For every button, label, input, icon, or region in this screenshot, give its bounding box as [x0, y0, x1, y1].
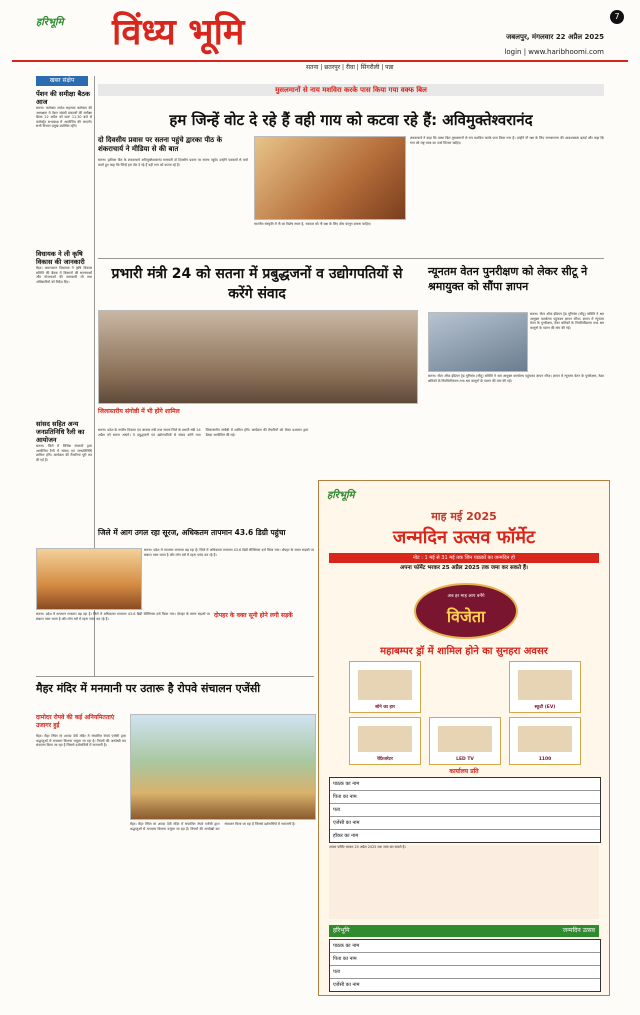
edition-list: सतना | छतरपुर | रीवा | सिंगरौली | पन्ना	[306, 64, 394, 71]
prize-tv	[429, 717, 501, 765]
form2-field-reader-name[interactable]: पाठक का नाम	[330, 940, 600, 953]
scooter-icon	[518, 670, 572, 700]
form-field-agency[interactable]: एजेंसी का नाम	[330, 817, 600, 830]
meeting-photo	[98, 310, 418, 404]
prize-label: 1100	[538, 757, 552, 762]
ropeway-photo	[130, 714, 316, 820]
form-field-hawker[interactable]: हॉकर का नाम	[333, 833, 359, 839]
lead-kicker: मुसलमानों से नाय मशविरा करके पास किया गया वक्फ बिल	[98, 84, 604, 96]
section-rule	[98, 258, 604, 259]
form2-title: जन्मदिन उत्सव	[562, 927, 595, 934]
story3-body: सतना। सेंटर ऑफ इंडियन ट्रेड यूनियंस (सीटू) समिति ने श्रम आयुक्त कार्यालय पहुंचकर ज्ञापन सौंपा। ज्ञापन में न्यूनतम वेतन के पुनरीक्षण, ठेका श्रमिकों के नियमितीकरण तथा श्रम कानूनों के पालन की मांग की गई।	[530, 312, 604, 330]
form2-field-agency[interactable]: एजेंसी का नाम	[333, 982, 360, 988]
prize-label: रेफ्रिजरेटर	[377, 757, 393, 762]
sidebar-label: खबर संक्षेप	[36, 76, 88, 86]
union-photo	[428, 312, 528, 372]
ad-draw-line: महाबम्पर ड्रॉ में शामिल होने का सुनहरा अवसर	[380, 646, 548, 657]
prize-label: सोने का हार	[375, 705, 395, 710]
sidebar-item-body: मैहर। अमरपाटन विधायक ने कृषि विकास समिति की बैठक में किसानों की समस्याओं और योजनाओं की जानकारी ली तथा अधिकारियों को निर्देश दिए।	[36, 266, 92, 284]
lead-subhead: दो दिवसीय प्रवास पर सतना पहुंचे द्वारका पीठ के शंकराचार्य ने मीडिया से की बात	[98, 136, 222, 153]
heat-photo	[36, 548, 142, 610]
sidebar-item-title: विधायक ने ली कृषि विकास की जानकारी	[36, 250, 85, 266]
form2-field-father-name[interactable]: पिता का नाम	[330, 953, 600, 966]
form-office-label: कार्यालय प्रति	[449, 768, 479, 775]
form-field-address[interactable]: पता	[330, 804, 600, 817]
lead-body-continued: शंकराचार्य ने कहा कि वक्फ बिल मुसलमानों से राय मशविरा करके पास किया गया है। उन्होंने गौ रक्षा के लिए जनजागरण की आवश्यकता बताई और कहा कि गाय को राष्ट्र माता का दर्जा मिलना चाहिए।	[410, 136, 604, 145]
newspaper-title: विंध्य भूमि	[112, 11, 245, 53]
sidebar-item-body: सतना। कलेक्टर राजेश सहायक कलेक्टर की अध्यक्षता में पेंशन संबंधी प्रकरणों की समीक्षा बैठक 22 अप्रैल को प्रातः 11.30 बजे से कलेक्ट्रेट सभाकक्ष में आयोजित की जाएगी। सभी विभाग प्रमुख उपस्थित रहेंगे।	[36, 106, 92, 129]
form-field-reader-name[interactable]: पाठक का नाम	[330, 778, 600, 791]
sidebar-item-title: सांसद सहित अन्य जनप्रतिनिधि रैली का आयोजन	[36, 420, 85, 444]
form2-header	[329, 925, 599, 937]
sidebar-item	[36, 250, 92, 396]
sidebar-item	[36, 90, 92, 246]
story5-headline: मैहर मंदिर में मनमानी पर उतारू है रोपवे संचालन एजेंसी	[36, 682, 261, 695]
ad-terms: अपना फॉर्मेट भरकर 25 अप्रैल 2025 तक जमा कर सकते हैं।	[329, 845, 599, 919]
story4-headline: जिले में आग उगल रहा सूरज, अधिकतम तापमान 43.6 डिग्री पहुंचा	[98, 528, 286, 537]
tv-icon	[438, 726, 492, 752]
winner-badge-tagline: अब हर माह आप बनेंगे	[447, 594, 485, 599]
ad-title: जन्मदिन उत्सव फॉर्मेट	[392, 527, 536, 548]
winner-badge-title: विजेता	[446, 607, 486, 626]
ad-brand-logo: हरिभूमि	[327, 490, 355, 501]
brand-logo: हरिभूमि	[36, 17, 64, 28]
winner-badge	[414, 583, 518, 639]
gift-icon	[518, 726, 572, 752]
story2-headline: प्रभारी मंत्री 24 को सतना में प्रबुद्धजनों व उद्योगपतियों से करेंगे संवाद	[111, 266, 403, 302]
ad-month: माह मई 2025	[431, 510, 497, 523]
form2-field-address[interactable]: पता	[330, 966, 600, 979]
prize-scooty	[509, 661, 581, 713]
sidebar-item-title: पेंशन की समीक्षा बैठक आज	[36, 90, 90, 106]
ad-deadline: अपना फॉर्मेट भरकर 25 अप्रैल 2025 तक जमा कर सकते हैं।	[400, 565, 528, 571]
birthday-ad	[318, 480, 610, 996]
prize-label: स्कूटी (EV)	[534, 705, 556, 710]
prize-label: LED TV	[456, 757, 474, 762]
form2-brand: हरिभूमि	[333, 927, 350, 934]
prize-necklace	[349, 661, 421, 713]
website-link[interactable]: login | www.haribhoomi.com	[504, 48, 604, 56]
sidebar-item	[36, 420, 92, 644]
story4-subhead: दोपहर के वक्त सूनी होने लगी सड़कें	[214, 612, 293, 619]
masthead-divider	[12, 60, 628, 62]
story2-body: सतना। प्रदेश के नगरीय विकास एवं आवास मंत्री तथा सतना जिले के प्रभारी मंत्री 24 अप्रैल को सतना आएंगे। वे प्रबुद्धजनों एवं उद्योगपतियों से संवाद करेंगे तथा जिलास्तरीय संगोष्ठी में शामिल होंगे। कार्यक्रम की तैयारियों को लेकर प्रशासन द्वारा बैठक आयोजित की गई।	[98, 428, 309, 437]
ad-note: नोट : 1 मई से 31 मई तक जिन पाठकों का जन्मदिन हो	[329, 553, 599, 563]
sidebar-item-body: सतना। जिले में विभिन्न संगठनों द्वारा आयोजित रैली में सांसद एवं जनप्रतिनिधि शामिल होंगे। कार्यक्रम की तैयारियां पूरी कर ली गई हैं।	[36, 444, 92, 462]
story4-body: सतना। प्रदेश में तापमान लगातार बढ़ रहा है। जिले में अधिकतम तापमान 43.6 डिग्री सेल्सियस दर्ज किया गया। दोपहर के समय सड़कों पर सन्नाटा पसर जाता है और लोग घरों में रहना पसंद कर रहे हैं।	[144, 548, 314, 557]
story5-subhead: दामोदर रोपवे की कई अनियमितताएं उजागर हुईं	[36, 714, 115, 729]
form-field-father-name[interactable]: पिता का नाम	[330, 791, 600, 804]
story3-headline: न्यूनतम वेतन पुनरीक्षण को लेकर सीटू ने श्रमायुक्त को सौंपा ज्ञापन	[428, 265, 588, 293]
fridge-icon	[358, 726, 412, 752]
story3-body-continued: सतना। सेंटर ऑफ इंडियन ट्रेड यूनियंस (सीटू) समिति ने श्रम आयुक्त कार्यालय पहुंचकर ज्ञापन सौंपा। ज्ञापन में न्यूनतम वेतन के पुनरीक्षण, ठेका श्रमिकों के नियमितीकरण तथा श्रम कानूनों के पालन की मांग की गई।	[428, 374, 604, 383]
issue-date: जबलपुर, मंगलवार 22 अप्रैल 2025	[506, 33, 604, 41]
story5-body: मैहर। मैहर स्थित मां शारदा देवी मंदिर में संचालित रोपवे एजेंसी द्वारा श्रद्धालुओं से मनमाना किराया वसूला जा रहा है। नियमों की अनदेखी कर संचालन किया जा रहा है जिससे दर्शनार्थियों में नाराजगी है।	[36, 734, 126, 748]
prize-fridge	[349, 717, 421, 765]
prize-cash	[509, 717, 581, 765]
story2-subhead: जिलास्तरीय संगोष्ठी में भी होंगे शामिल	[98, 408, 180, 415]
section-rule	[36, 676, 314, 677]
story5-body-continued: मैहर। मैहर स्थित मां शारदा देवी मंदिर में संचालित रोपवे एजेंसी द्वारा श्रद्धालुओं से मनमाना किराया वसूला जा रहा है। नियमों की अनदेखी कर संचालन किया जा रहा है जिससे दर्शनार्थियों में नाराजगी है।	[130, 822, 296, 831]
story4-body-continued: सतना। प्रदेश में तापमान लगातार बढ़ रहा है। जिले में अधिकतम तापमान 43.6 डिग्री सेल्सियस दर्ज किया गया। दोपहर के समय सड़कों पर सन्नाटा पसर जाता है और लोग घरों में रहना पसंद कर रहे हैं।	[36, 612, 210, 621]
photo-caption: भारतीय संस्कृति में गौ का विशेष स्थान है, सरकार को गौ रक्षा के लिए ठोस कानून बनाना चाहिए।	[254, 222, 372, 226]
entry-form	[329, 777, 601, 843]
page-number: 7	[610, 10, 624, 24]
shankaracharya-photo	[254, 136, 406, 220]
entry-form-2	[329, 939, 601, 992]
lead-body: सतना। द्वारिका पीठ के शंकराचार्य अविमुक्तेश्वरानंद सरस्वती दो दिवसीय प्रवास पर सतना पहुंचे। उन्होंने पत्रकारों से चर्चा करते हुए कहा कि जिन्हें हम वोट दे रहे हैं वही गाय को कटवा रहे हैं।	[98, 158, 248, 167]
necklace-icon	[358, 670, 412, 700]
lead-headline: हम जिन्हें वोट दे रहे हैं वही गाय को कटवा रहे हैं: अविमुक्तेश्वरानंद	[169, 111, 533, 129]
